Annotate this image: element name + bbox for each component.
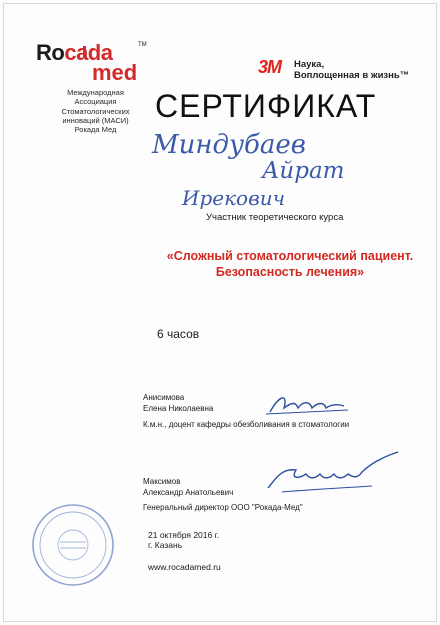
logo-tm: TM	[138, 42, 147, 48]
recipient-surname: Миндубаев	[152, 130, 306, 160]
signatory2-name: Максимов Александр Анатольевич	[143, 477, 234, 497]
course-title: «Сложный стоматологический пациент. Безопасность лечения»	[166, 249, 414, 279]
3m-logo: 3M	[258, 57, 282, 77]
round-stamp-image	[30, 502, 116, 588]
3m-slogan: Наука, Воплощенная в жизнь™	[294, 59, 410, 81]
participant-label: Участник теоретического курса	[206, 212, 344, 223]
recipient-patronymic: Ирекович	[182, 186, 286, 210]
signature1-image	[262, 390, 352, 420]
issue-date-place: 21 октября 2016 г. г. Казань	[148, 530, 220, 550]
course-hours: 6 часов	[157, 327, 200, 341]
association-text: Международная Ассоциация Стоматологических инноваций (МАСИ) Рокада Мед	[61, 88, 130, 135]
logo-rocada: Rocada	[36, 40, 113, 65]
rocadamed-logo	[36, 40, 146, 88]
signatory2-title: Генеральный директор ООО "Рокада-Мед"	[143, 503, 303, 512]
logo-med: med	[92, 60, 138, 85]
website-link[interactable]: www.rocadamed.ru	[148, 562, 221, 572]
signatory1-name: Анисимова Елена Николаевна	[143, 393, 214, 413]
signatory1-title: К.м.н., доцент кафедры обезболивания в стоматологии	[143, 420, 350, 429]
certificate-title: СЕРТИФИКАТ	[155, 88, 377, 124]
recipient-name: Айрат	[262, 158, 345, 184]
signature2-image	[262, 448, 402, 498]
